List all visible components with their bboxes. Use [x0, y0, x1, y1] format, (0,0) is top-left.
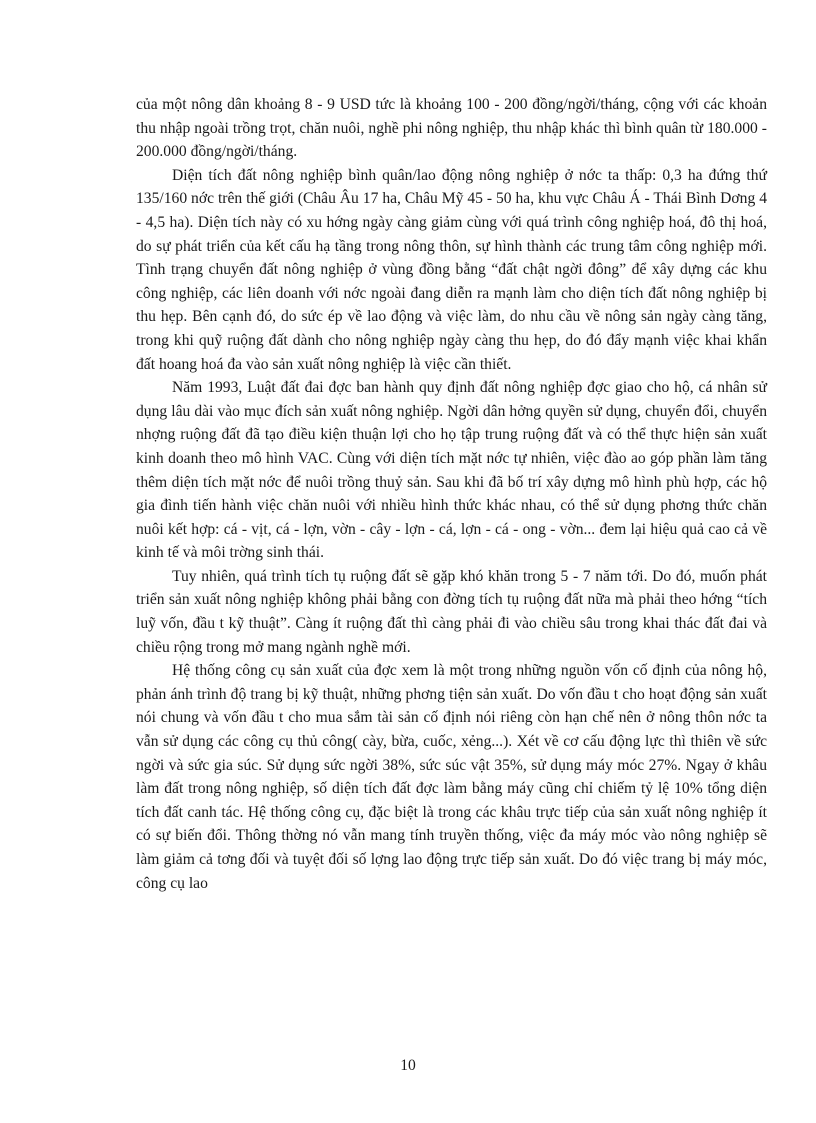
paragraph-income-continuation: của một nông dân khoảng 8 - 9 USD tức là khoảng 100 - 200 đồng/ngời/tháng, cộng với các khoản thu nhập ngoài trồng trọt, chăn nuôi, nghề phi nông nghiệp, thu nhập khác thì bình quân từ 180.000 - 200.000 đồng/ngời/tháng. [136, 96, 767, 161]
document-page [136, 93, 767, 895]
paragraph-land-law-1993: Năm 1993, Luật đất đai đợc ban hành quy định đất nông nghiệp đợc giao cho hộ, cá nhân sử dụng lâu dài vào mục đích sản xuất nông nghiệp. Ngời dân hởng quyền sử dụng, chuyển đổi, chuyển nhợng ruộng đất đã tạo điều kiện thuận lợi cho họ tập trung ruộng đất và có thể thực hiện sản xuất kinh doanh theo mô hình VAC. Cùng với diện tích mặt nớc tự nhiên, việc đào ao góp phần làm tăng thêm diện tích mặt nớc để nuôi trồng thuỷ sản. Sau khi đã bố trí xây dựng mô hình phù hợp, các hộ gia đình tiến hành việc chăn nuôi với nhiều hình thức khác nhau, có thể sử dụng phơng thức chăn nuôi kết hợp: cá - vịt, cá - lợn, vờn - cây - lợn - cá, lợn - cá - ong - vờn... đem lại hiệu quả cao cả về kinh tế và môi trờng sinh thái. [136, 379, 767, 562]
paragraph-land-accumulation: Tuy nhiên, quá trình tích tụ ruộng đất sẽ gặp khó khăn trong 5 - 7 năm tới. Do đó, muốn phát triển sản xuất nông nghiệp không phải bằng con đờng tích tụ ruộng đất nữa mà phải theo hớng “tích luỹ vốn, đầu t kỹ thuật”. Càng ít ruộng đất thì càng phải đi vào chiều sâu trong khai thác đất đai và chiều rộng trong mở mang ngành nghề mới. [136, 567, 767, 656]
paragraph-agricultural-land: Diện tích đất nông nghiệp bình quân/lao động nông nghiệp ở nớc ta thấp: 0,3 ha đứng thứ 135/160 nớc trên thế giới (Châu Âu 17 ha, Châu Mỹ 45 - 50 ha, khu vực Châu Á - Thái Bình Dơng 4 - 4,5 ha). Diện tích này có xu hớng ngày càng giảm cùng với quá trình công nghiệp hoá, đô thị hoá, do sự phát triển của kết cấu hạ tầng trong nông thôn, sự hình thành các trung tâm công nghiệp mới. Tình trạng chuyển đất nông nghiệp ở vùng đồng bằng “đất chật ngời đông” để xây dựng các khu công nghiệp, các liên doanh với nớc ngoài đang diễn ra mạnh làm cho diện tích đất nông nghiệp bị thu hẹp. Bên cạnh đó, do sức ép về lao động và việc làm, do nhu cầu về nông sản ngày càng tăng, trong khi quỹ ruộng đất dành cho nông nghiệp ngày càng thu hẹp, do đó đẩy mạnh việc khai khẩn đất hoang hoá đa vào sản xuất nông nghiệp là việc cần thiết. [136, 166, 767, 373]
paragraph-production-tools: Hệ thống công cụ sản xuất của đợc xem là một trong những nguồn vốn cố định của nông hộ, phản ánh trình độ trang bị kỹ thuật, những phơng tiện sản xuất. Do vốn đầu t cho hoạt động sản xuất nói chung và vốn đầu t cho mua sắm tài sản cố định nói riêng còn hạn chế nên ở nông thôn nớc ta vẫn sử dụng các công cụ thủ công( cày, bừa, cuốc, xẻng...). Xét về cơ cấu động lực thì thiên về sức ngời và sức gia súc. Sử dụng sức ngời 38%, sức súc vật 35%, sử dụng máy móc 27%. Ngay ở khâu làm đất trong nông nghiệp, số diện tích đất đợc làm bằng máy cũng chỉ chiếm tỷ lệ 10% tổng diện tích đất canh tác. Hệ thống công cụ, đặc biệt là trong các khâu trực tiếp của sản xuất nông nghiệp ít có sự biến đổi. Thông thờng nó vẫn mang tính truyền thống, việc đa máy móc vào nông nghiệp sẽ làm giảm cả tơng đối và tuyệt đối số lợng lao động trực tiếp sản xuất. Do đó việc trang bị máy móc, công cụ lao [136, 662, 767, 892]
page-number: 10 [400, 1057, 416, 1074]
